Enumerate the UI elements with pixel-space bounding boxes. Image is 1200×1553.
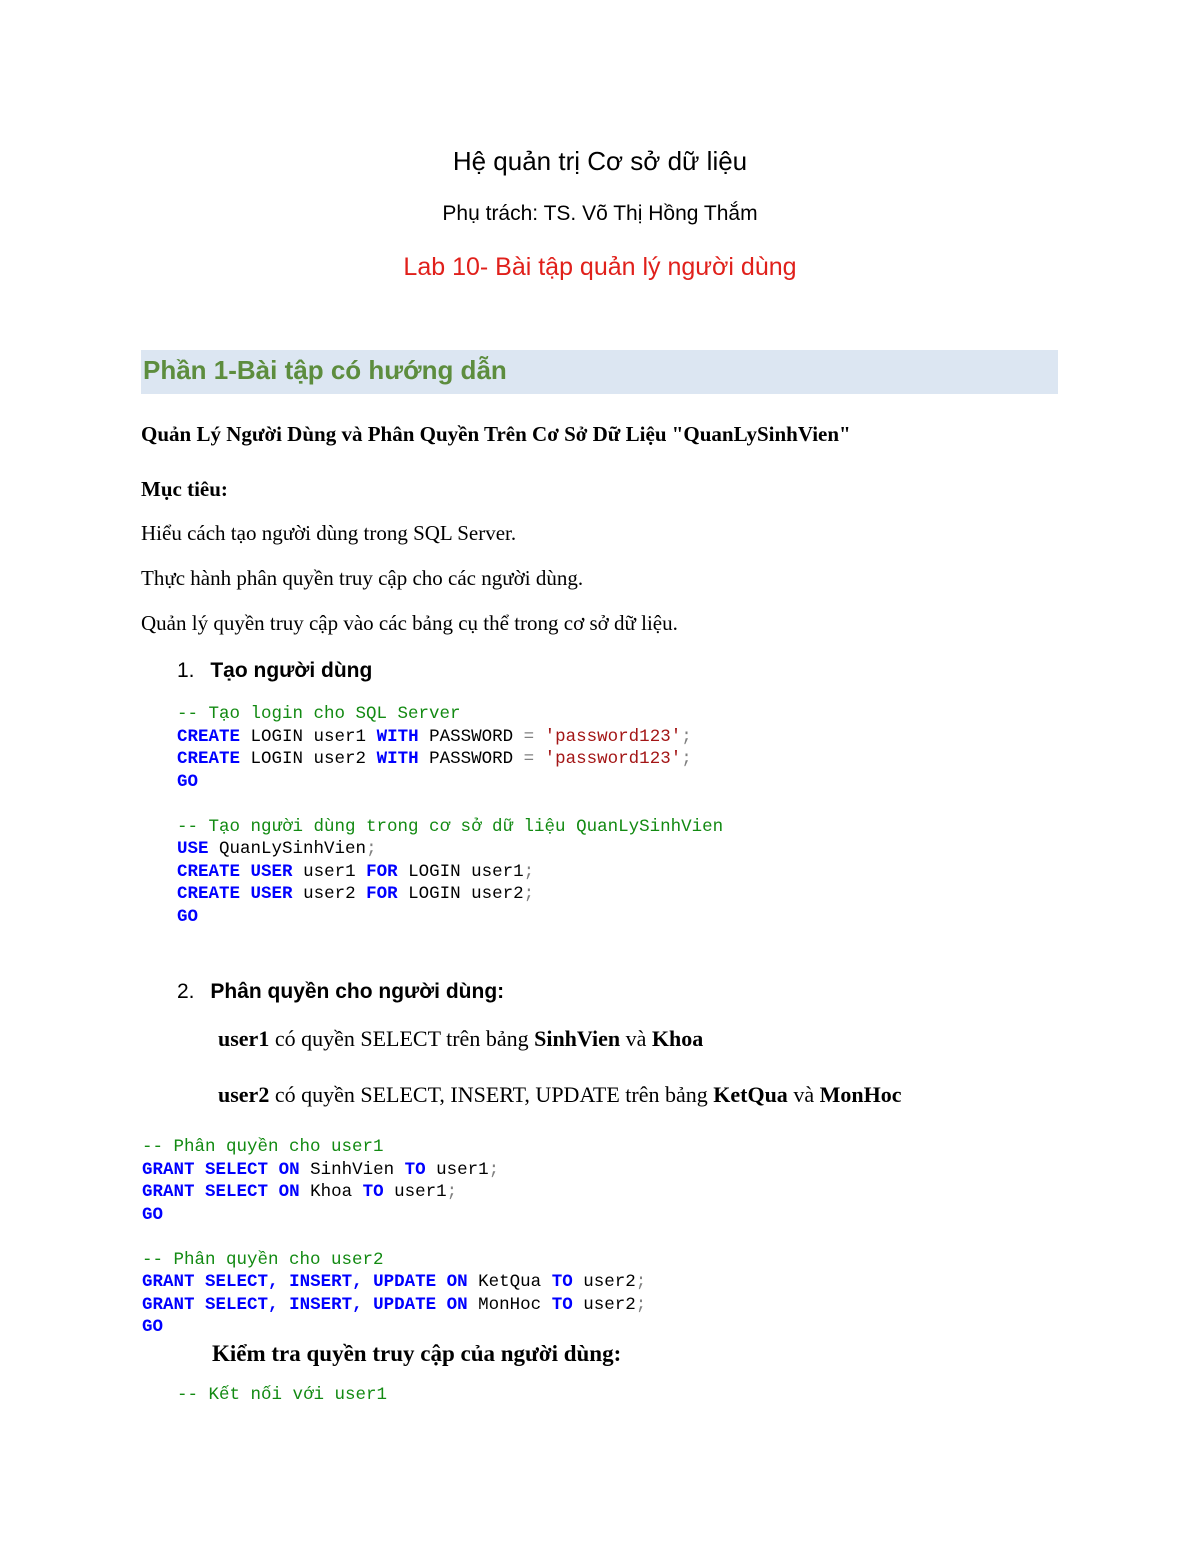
- code-line: CREATE LOGIN user2 WITH PASSWORD = 'password123';: [177, 749, 692, 769]
- goal-item: Thực hành phân quyền truy cập cho các người dùng.: [141, 566, 584, 590]
- code-go: GO: [177, 906, 199, 927]
- code-comment: -- Kết nối với user1: [177, 1385, 388, 1405]
- code-block-grant: [142, 1136, 646, 1339]
- lab-title: Lab 10- Bài tập quản lý người dùng: [403, 253, 797, 281]
- code-go: GO: [177, 771, 199, 792]
- step-number: 2.: [177, 980, 195, 1003]
- step-title: Phân quyền cho người dùng:: [210, 980, 505, 1003]
- step-number: 1.: [177, 659, 195, 682]
- goal-item: Hiểu cách tạo người dùng trong SQL Server.: [141, 521, 517, 545]
- code-line: GRANT SELECT, INSERT, UPDATE ON KetQua TO user2;: [142, 1272, 647, 1292]
- code-line: GRANT SELECT, INSERT, UPDATE ON MonHoc TO user2;: [142, 1294, 647, 1315]
- code-comment: -- Phân quyền cho user1: [142, 1137, 384, 1157]
- step1-heading: [177, 659, 372, 683]
- code-line: CREATE USER user1 FOR LOGIN user1;: [177, 861, 535, 882]
- subtitle: Quản Lý Người Dùng và Phân Quyền Trên Cơ Sở Dữ Liệu "QuanLySinhVien": [141, 422, 851, 446]
- code-go: GO: [142, 1317, 164, 1337]
- code-comment: -- Tạo người dùng trong cơ sở dữ liệu QuanLySinhVien: [177, 816, 724, 837]
- section-heading-bar: [141, 350, 1058, 394]
- instructor-line: Phụ trách: TS. Võ Thị Hồng Thắm: [442, 202, 758, 225]
- code-line: USE QuanLySinhVien;: [177, 839, 377, 859]
- code-line: GRANT SELECT ON Khoa TO user1;: [142, 1182, 458, 1202]
- goals-label: Mục tiêu:: [141, 477, 228, 501]
- step3-heading: Kiểm tra quyền truy cập của người dùng:: [212, 1341, 622, 1366]
- code-block-create: [177, 703, 723, 928]
- code-comment: -- Phân quyền cho user2: [142, 1249, 384, 1270]
- document-title: Hệ quản trị Cơ sở dữ liệu: [452, 146, 748, 176]
- section-heading: Phần 1-Bài tập có hướng dẫn: [143, 355, 507, 385]
- code-line: GRANT SELECT ON SinhVien TO user1;: [142, 1159, 500, 1180]
- step-title: Tạo người dùng: [210, 659, 373, 682]
- goal-item: Quản lý quyền truy cập vào các bảng cụ thể trong cơ sở dữ liệu.: [141, 611, 678, 635]
- step2-heading: [177, 980, 504, 1004]
- code-comment: -- Tạo login cho SQL Server: [177, 704, 461, 724]
- permission-desc-user1: user1 có quyền SELECT trên bảng SinhVien và Khoa: [218, 1026, 704, 1051]
- permission-desc-user2: user2 có quyền SELECT, INSERT, UPDATE trên bảng KetQua và MonHoc: [218, 1082, 902, 1107]
- code-line: CREATE USER user2 FOR LOGIN user2;: [177, 884, 535, 904]
- code-line: CREATE LOGIN user1 WITH PASSWORD = 'password123';: [177, 726, 692, 747]
- code-go: GO: [142, 1204, 164, 1225]
